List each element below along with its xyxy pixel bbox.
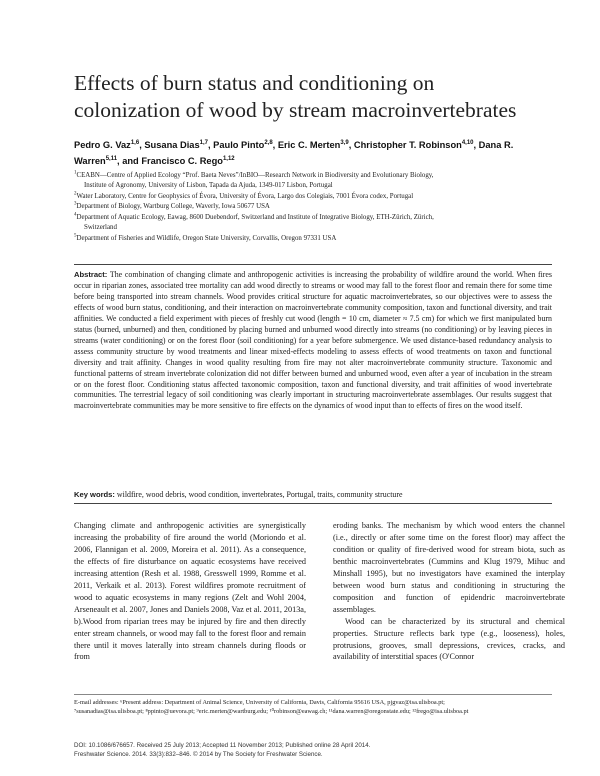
publication-info <box>74 741 552 759</box>
body-paragraph: eroding banks. The mechanism by which wood enters the channel (i.e., directly or after some time on the forest floor) may affect the condition or quality of fire-derived wood for stream biota, such as benthic macroinvertebrates (Cummins and Klug 1979, Mihuc and Minshall 1995), but no investigators have examined the interplay between wood burn status and conditioning in structuring the composition and function of epidendric macroinvertebrate assemblages. <box>333 521 565 614</box>
body-column-right <box>333 520 565 663</box>
doi-line: DOI: 10.1086/676657. Received 25 July 2013; Accepted 11 November 2013; Published online 28 April 2014. <box>74 742 371 749</box>
affiliation: $^2$Water Laboratory, Centre for Geophysics of Évora, University of Évora, Largo dos Colegiais, 7001 Évora codex, Portugal <box>74 191 414 200</box>
affiliation: $^5$Department of Fisheries and Wildlife, Oregon State University, Corvallis, Oregon 97331 USA <box>74 233 337 242</box>
body-paragraph: Changing climate and anthropogenic activities are synergistically increasing the probability of fire around the world (Moriondo et al. 2006, Flannigan et al. 2009, Moreira et al. 2011). As a consequence, the effects of fire disturbance on aquatic ecosystems have received increasing attention (Resh et al. 1988, Gresswell 1999, Romme et al. 2011, Verkaik et al. 2013). Forest wildfires promote recruitment of wood to aquatic ecosystems in many regions (Zelt and Wohl 2004, Arseneault et al. 2007, Jones and Daniels 2008, Vaz et al. 2011, 2013a, b).Wood from riparian trees may be injured by fire and then directly enter stream channels, or wood may fall to the forest floor and remain there until it moves laterally into stream channels during floods or from <box>74 521 306 662</box>
journal-line: Freshwater Science. 2014. 33(3):832–846. © 2014 by The Society for Freshwater Science. <box>74 751 323 758</box>
footnotes <box>74 694 552 716</box>
body-column-left <box>74 520 306 663</box>
abstract-label: Abstract: <box>74 270 108 279</box>
footnote-line: ⁷susanadias@isa.ulisboa.pt; ⁸ppinto@uevora.pt; ⁹eric.merten@wartburg.edu; ¹⁰robinson@eawag.ch; ¹¹dana.warren@oregonstate.edu; ¹²frego@isa.ulisboa.pt <box>74 707 469 715</box>
affiliation: $^1$CEABN—Centre of Applied Ecology “Prof. Baeta Neves”/InBIO—Research Network in Biodiversity and Evolutionary Biology, Institute of Agronomy, University of Lisbon, Tapada da Ajuda, 1349-017 Lisbon, Portugal <box>74 170 434 189</box>
affiliation: $^3$Department of Biology, Wartburg College, Waverly, Iowa 50677 USA <box>74 202 270 211</box>
keywords-label: Key words: <box>74 490 115 499</box>
author-list: Pedro G. Vaz$^{1,6}$, Susana Dias$^{1,7}$, Paulo Pinto$^{2,8}$, Eric C. Merten$^{3,9}$, Christopher T. Robinson$^{4,10}$, Dana R. Warren$^{5,11}$, and Francisco C. Rego$^{1,12}$ <box>74 139 514 166</box>
footnote-line: E-mail addresses: ⁶Present address: Department of Animal Science, University of California, Davis, California 95616 USA, pjgvaz@isa.ulisboa.pt; <box>74 699 445 706</box>
affiliation: $^4$Department of Aquatic Ecology, Eawag, 8600 Duebendorf, Switzerland and Institute of Integrative Biology, ETH-Zürich, Zürich, Switzerland <box>74 212 434 231</box>
abstract-text: The combination of changing climate and anthropogenic activities is increasing the probability of wildfire around the world. When fires occur in riparian zones, associated tree mortality can add wood directly to streams or wood may fall to the forest floor and remain there for some time before being transported into stream channels. Wood provides critical structure for aquatic macroinvertebrates, so our objectives were to assess the effects of wood burn status, conditioning, and their interaction on macroinvertebrate community composition, taxon and functional diversity, and trait affinities. We conducted a field experiment with pieces of freshly cut wood (length = 10 cm, diameter ≈ 7.5 cm) for which we first manipulated burn status (burned, unburned) and then, conditioned by placing burned and unburned wood directly into streams (no conditioning) or by leaving pieces in streams (water conditioning) or on the forest floor (soil conditioning) for a year before submergence. We used distance-based redundancy analysis to assess community structure by wood treatments and linear mixed-effects modeling to assess effects of wood treatments on taxon and functional diversity and trait affinity. Changes in wood quality resulting from fire may not alter macroinvertebrate community structure. Taxonomic and functional patterns of stream invertebrate colonization did not differ between burned and unburned wood, even after a year of incubation in the stream or on the forest floor. Conditioning status affected taxonomic composition, taxon and functional diversity, and trait affinities of wood invertebrate communities. The terrestrial legacy of soil conditioning was clearly important in structuring macroinvertebrate assemblages. Our results suggest that macroinvertebrate communities may be more sensitive to fire effects on the dynamics of wood input than to effects of fires on the wood itself. <box>74 270 552 411</box>
abstract <box>74 264 552 412</box>
article-title: Effects of burn status and conditioning on colonization of wood by stream macroinvertebrates <box>74 71 517 122</box>
keywords-text: wildfire, wood debris, wood condition, invertebrates, Portugal, traits, community structure <box>116 490 403 499</box>
keywords <box>74 489 552 504</box>
affiliations <box>74 171 554 245</box>
body-paragraph: Wood can be characterized by its structural and chemical properties. Structure reflects bark type (e.g., looseness), holes, protrusions, grooves, small depressions, crevices, cracks, and availability of interstitial spaces (O'Connor <box>333 616 565 662</box>
